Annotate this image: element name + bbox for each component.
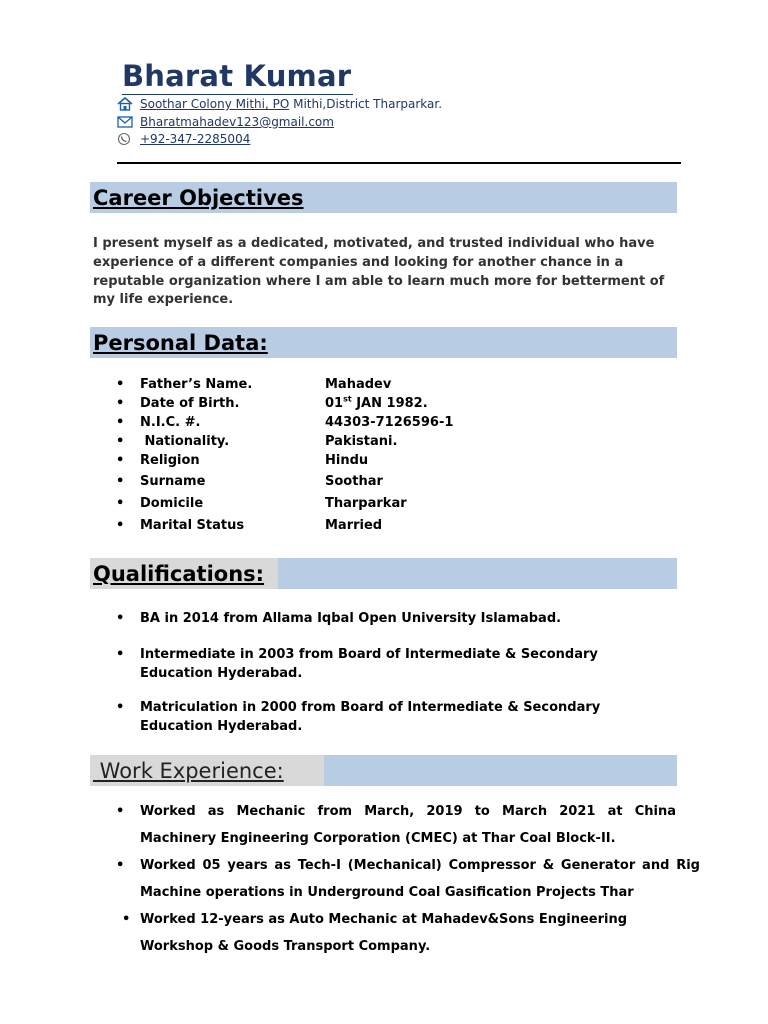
qualification-item	[116, 699, 636, 736]
personal-label: N.I.C. #.	[140, 415, 201, 430]
qualifications-band	[90, 558, 677, 589]
phone-icon	[117, 132, 133, 146]
resume-name: Bharat Kumar	[122, 59, 352, 93]
personal-value: Married	[325, 518, 383, 533]
phone-line	[117, 131, 250, 147]
bullet: •	[116, 453, 125, 468]
qualification-item	[116, 646, 636, 683]
envelope-icon	[117, 115, 133, 129]
address-line	[117, 96, 442, 112]
bullet: •	[116, 415, 125, 430]
personal-label: Religion	[140, 453, 200, 468]
personal-data-heading: Personal Data:	[93, 331, 268, 355]
work-item	[116, 906, 698, 960]
personal-row	[0, 518, 768, 536]
bullet: •	[122, 912, 131, 927]
career-objectives-text: I present myself as a dedicated, motivated, and trusted individual who have experience of a different companies and looking for another chance in a reputable organization where I am able to learn much more for betterment of my life experience.	[93, 236, 665, 308]
personal-value: Soothar	[325, 474, 383, 489]
career-objectives-heading: Career Objectives	[93, 186, 304, 210]
work-experience-heading: Work Experience:	[93, 759, 284, 783]
personal-row	[0, 496, 768, 514]
qualifications-heading: Qualifications:	[93, 562, 265, 586]
personal-row	[0, 453, 768, 471]
personal-label: Surname	[140, 474, 206, 489]
bullet: •	[116, 611, 125, 626]
personal-label: Date of Birth.	[140, 396, 240, 411]
work-text: Worked 05 years as Tech-I (Mechanical) Compressor & Generator and Rig Machine operations in Underground Coal Gasification Projects Thar	[140, 858, 700, 900]
personal-value: 44303-7126596-1	[325, 415, 454, 430]
personal-label: Marital Status	[140, 518, 245, 533]
personal-value: 01st JAN 1982.	[325, 394, 428, 411]
email-link[interactable]: Bharatmahadev123@gmail.com	[140, 115, 334, 129]
personal-data-band	[90, 327, 677, 358]
bullet: •	[116, 700, 125, 715]
home-icon	[117, 97, 133, 111]
qualification-item	[116, 610, 636, 629]
work-text: Worked as Mechanic from March, 2019 to March 2021 at China Machinery Engineering Corporation (CMEC) at Thar Coal Block-II.	[140, 804, 676, 846]
bullet: •	[116, 518, 125, 533]
personal-row	[0, 434, 768, 452]
qualification-text: BA in 2014 from Allama Iqbal Open University Islamabad.	[140, 611, 562, 626]
personal-value: Pakistani.	[325, 434, 398, 449]
personal-row	[0, 396, 768, 414]
bullet: •	[116, 858, 125, 873]
work-item	[116, 798, 698, 852]
bullet: •	[116, 396, 125, 411]
personal-row	[0, 415, 768, 433]
work-text: Worked 12-years as Auto Mechanic at Mahadev&Sons Engineering Workshop & Goods Transport Company.	[140, 912, 628, 954]
bullet: •	[116, 434, 125, 449]
qualification-text: Intermediate in 2003 from Board of Intermediate & Secondary Education Hyderabad.	[140, 647, 598, 681]
personal-label: Father’s Name.	[140, 377, 253, 392]
personal-row	[0, 377, 768, 395]
bullet: •	[116, 496, 125, 511]
qualification-text: Matriculation in 2000 from Board of Intermediate & Secondary Education Hyderabad.	[140, 700, 601, 734]
address-text: Mithi,District Tharparkar.	[289, 97, 443, 111]
header-divider	[117, 162, 681, 164]
work-item	[116, 852, 698, 906]
bullet: •	[116, 377, 125, 392]
personal-row	[0, 474, 768, 492]
phone-link[interactable]: +92-347-2285004	[140, 132, 251, 146]
personal-value: Tharparkar	[325, 496, 407, 511]
personal-value: Mahadev	[325, 377, 392, 392]
address-text-underlined: Soothar Colony Mithi, PO	[140, 97, 290, 111]
work-experience-band	[90, 755, 677, 786]
personal-value: Hindu	[325, 453, 369, 468]
personal-label: Nationality.	[140, 434, 230, 449]
email-line	[117, 114, 334, 130]
bullet: •	[116, 474, 125, 489]
bullet: •	[116, 647, 125, 662]
bullet: •	[116, 804, 125, 819]
personal-label: Domicile	[140, 496, 204, 511]
career-objectives-band	[90, 182, 677, 213]
